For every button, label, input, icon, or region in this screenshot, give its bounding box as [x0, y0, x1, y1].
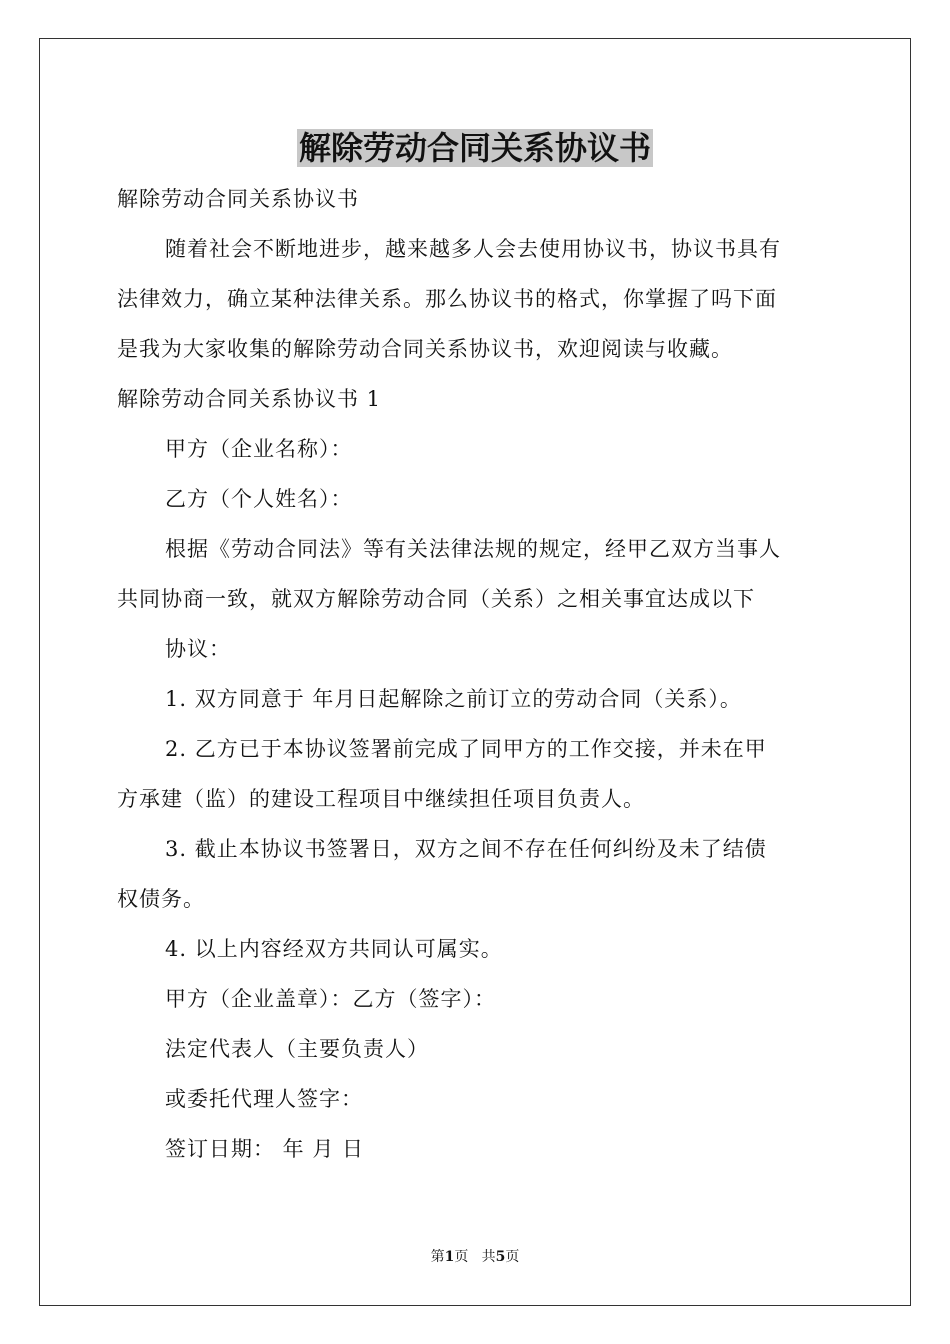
- body-line: 根据《劳动合同法》等有关法律法规的规定，经甲乙双方当事人: [165, 537, 781, 561]
- body-line: 是我为大家收集的解除劳动合同关系协议书，欢迎阅读与收藏。: [117, 337, 733, 361]
- body-line: 法定代表人（主要负责人）: [165, 1037, 429, 1061]
- body-line: 乙方（个人姓名）：: [165, 487, 353, 511]
- body-line: 法律效力，确立某种法律关系。那么协议书的格式，你掌握了吗下面: [117, 287, 777, 311]
- body-line: 解除劳动合同关系协议书 1: [117, 387, 382, 411]
- body-line: 共同协商一致，就双方解除劳动合同（关系）之相关事宜达成以下: [117, 587, 755, 611]
- page-footer: [0, 1247, 950, 1267]
- footer-current-page: 1: [444, 1249, 455, 1265]
- body-line: 解除劳动合同关系协议书: [117, 187, 359, 211]
- body-line: 方承建（监）的建设工程项目中继续担任项目负责人。: [117, 787, 645, 811]
- footer-total-pages: 5: [495, 1249, 506, 1265]
- footer-middle: 页 共: [454, 1249, 496, 1265]
- body-line: 甲方（企业名称）：: [165, 437, 353, 461]
- body-line: 协议：: [165, 637, 231, 661]
- body-line: 4. 以上内容经双方共同认可属实。: [165, 937, 503, 961]
- body-line: 1. 双方同意于 年月日起解除之前订立的劳动合同（关系）。: [165, 687, 742, 711]
- document-title-text: 解除劳动合同关系协议书: [298, 129, 651, 167]
- document-body: [117, 174, 835, 1174]
- body-line: 签订日期： 年 月 日: [165, 1137, 365, 1161]
- body-line: 3. 截止本协议书签署日，双方之间不存在任何纠纷及未了结债: [165, 837, 767, 861]
- body-line: 甲方（企业盖章）：乙方（签字）：: [165, 987, 496, 1011]
- footer-suffix: 页: [505, 1249, 520, 1265]
- body-line: 2. 乙方已于本协议签署前完成了同甲方的工作交接，并未在甲: [165, 737, 767, 761]
- body-line: 权债务。: [117, 887, 205, 911]
- document-title: [0, 126, 950, 170]
- body-line: 或委托代理人签字：: [165, 1087, 363, 1111]
- footer-prefix: 第: [430, 1249, 445, 1265]
- body-line: 随着社会不断地进步，越来越多人会去使用协议书，协议书具有: [165, 237, 781, 261]
